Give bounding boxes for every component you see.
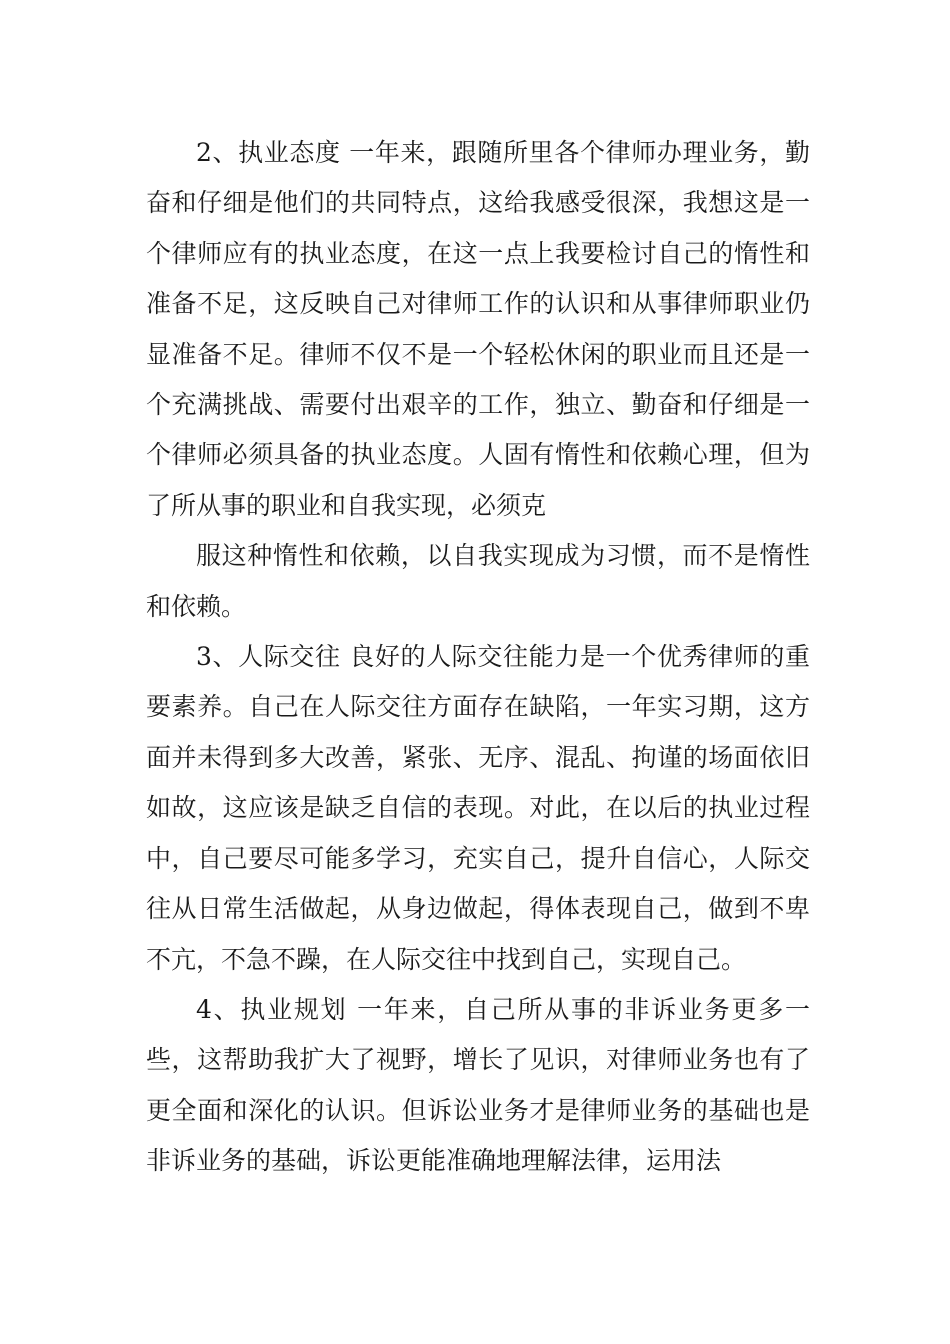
document-body [146,128,810,1187]
paragraph-interpersonal: 3、人际交往 良好的人际交往能力是一个优秀律师的重要素养。自己在人际交往方面存在缺陷，一年实习期，这方面并未得到多大改善，紧张、无序、混乱、拘谨的场面依旧如故，这应该是缺乏自信的表现。对此，在以后的执业过程中，自己要尽可能多学习，充实自己，提升自信心，人际交往从日常生活做起，从身边做起，得体表现自己，做到不卑不亢，不急不躁，在人际交往中找到自己，实现自己。 [146,642,810,974]
paragraph-work-attitude-continued: 服这种惰性和依赖，以自我实现成为习惯，而不是惰性和依赖。 [146,541,810,621]
paragraph-career-plan: 4、执业规划 一年来，自己所从事的非诉业务更多一些，这帮助我扩大了视野，增长了见识，对律师业务也有了更全面和深化的认识。但诉讼业务才是律师业务的基础也是非诉业务的基础，诉讼更能准确地理解法律，运用法 [146,994,810,1176]
paragraph-work-attitude: 2、执业态度 一年来，跟随所里各个律师办理业务，勤奋和仔细是他们的共同特点，这给我感受很深，我想这是一个律师应有的执业态度，在这一点上我要检讨自己的惰性和准备不足，这反映自己对律师工作的认识和从事律师职业仍显准备不足。律师不仅不是一个轻松休闲的职业而且还是一个充满挑战、需要付出艰辛的工作，独立、勤奋和仔细是一个律师必须具备的执业态度。人固有惰性和依赖心理，但为了所从事的职业和自我实现，必须克 [146,138,810,520]
